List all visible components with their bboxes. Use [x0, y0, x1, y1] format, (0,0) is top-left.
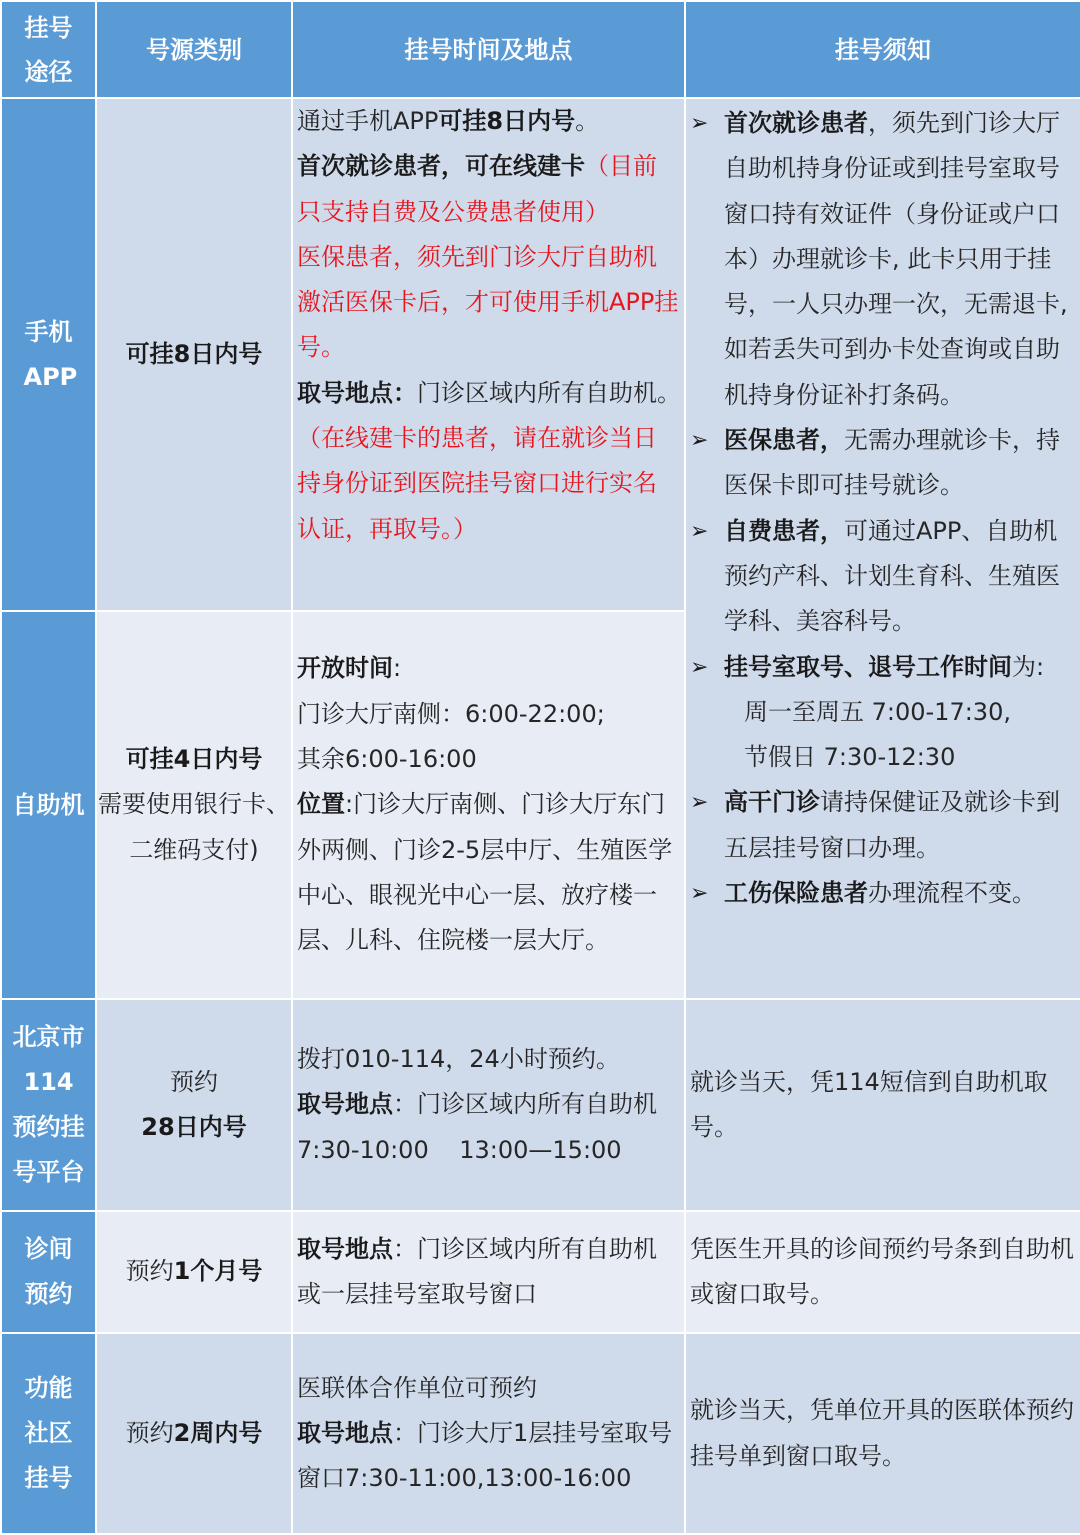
- source-114: 预约 28日内号: [96, 999, 292, 1211]
- notice-item: ➢ 医保患者，无需办理就诊卡，持医保卡即可挂号就诊。: [690, 418, 1076, 509]
- source-clinic: 预约1个月号: [96, 1211, 292, 1333]
- source-kiosk: 可挂4日内号 需要使用银行卡、二维码支付): [96, 611, 292, 999]
- hours-holiday: 节假日 7:30-12:30: [744, 743, 956, 772]
- notice-114: 就诊当天，凭114短信到自助机取号。: [685, 999, 1080, 1211]
- notice-item: ➢ 自费患者，可通过APP、自助机预约产科、计划生育科、生殖医学科、美容科号。: [690, 509, 1076, 645]
- row-clinic: [1, 1211, 1080, 1333]
- arrowhead-bullet-icon: ➢: [690, 790, 709, 816]
- time-place-114: 拨打010-114，24小时预约。 取号地点：门诊区域内所有自助机 7:30-10:00 13:00—15:00: [292, 999, 685, 1211]
- header-row: [1, 1, 1080, 98]
- row-community: [1, 1333, 1080, 1534]
- notice-item: ➢ 首次就诊患者，须先到门诊大厅自助机持身份证或到挂号室取号窗口持有效证件（身份证或户口本）办理就诊卡, 此卡只用于挂号，一人只办理一次，无需退卡,如若丢失可到办卡处查询或自助机持身份证补打条码。: [690, 101, 1076, 418]
- row-app: [1, 98, 1080, 611]
- hours-weekday: 周一至周五 7:00-17:30,: [744, 697, 1011, 726]
- time-place-community: 医联体合作单位可预约 取号地点：门诊大厅1层挂号室取号窗口7:30-11:00,13:00-16:00: [292, 1333, 685, 1534]
- notice-list: [685, 98, 1080, 999]
- header-notice: 挂号须知: [685, 1, 1080, 98]
- time-place-kiosk: 开放时间: 门诊大厅南侧：6:00-22:00; 其余6:00-16:00 位置:门诊大厅南侧、门诊大厅东门外两侧、门诊2-5层中厅、生殖医学中心、眼视光中心一层、放疗楼一层、儿科、住院楼一层大厅。: [292, 611, 685, 999]
- header-source: 号源类别: [96, 1, 292, 98]
- header-time-place: 挂号时间及地点: [292, 1, 685, 98]
- route-114: 北京市114预约挂号平台: [1, 999, 96, 1211]
- route-app: 手机APP: [1, 98, 96, 611]
- notice-item: ➢ 挂号室取号、退号工作时间为:: [690, 645, 1076, 690]
- route-community: 功能社区挂号: [1, 1333, 96, 1534]
- notice-community: 就诊当天，凭单位开具的医联体预约挂号单到窗口取号。: [685, 1333, 1080, 1534]
- arrowhead-bullet-icon: ➢: [690, 111, 709, 136]
- source-community: 预约2周内号: [96, 1333, 292, 1534]
- notice-item: ➢ 工伤保险患者办理流程不变。: [690, 871, 1076, 916]
- source-app: 可挂8日内号: [96, 98, 292, 611]
- arrowhead-bullet-icon: ➢: [690, 881, 709, 907]
- time-place-clinic: 取号地点：门诊区域内所有自助机或一层挂号室取号窗口: [292, 1211, 685, 1333]
- notice-item: ➢ 高干门诊请持保健证及就诊卡到五层挂号窗口办理。: [690, 780, 1076, 871]
- arrowhead-bullet-icon: ➢: [690, 518, 709, 544]
- route-clinic: 诊间预约: [1, 1211, 96, 1333]
- time-place-app: 通过手机APP可挂8日内号。 首次就诊患者，可在线建卡（目前只支持自费及公费患者使用） 医保患者，须先到门诊大厅自助机激活医保卡后，才可使用手机APP挂号。 取号地点：门诊区域内所有自助机。 （在线建卡的患者，请在就诊当日持身份证到医院挂号窗口进行实名认证，再取号。）: [292, 98, 685, 611]
- arrowhead-bullet-icon: ➢: [690, 428, 709, 454]
- row-114: [1, 999, 1080, 1211]
- notice-clinic: 凭医生开具的诊间预约号条到自助机或窗口取号。: [685, 1211, 1080, 1333]
- arrowhead-bullet-icon: ➢: [690, 654, 709, 680]
- header-route: 挂号途径: [1, 1, 96, 98]
- route-kiosk: 自助机: [1, 611, 96, 999]
